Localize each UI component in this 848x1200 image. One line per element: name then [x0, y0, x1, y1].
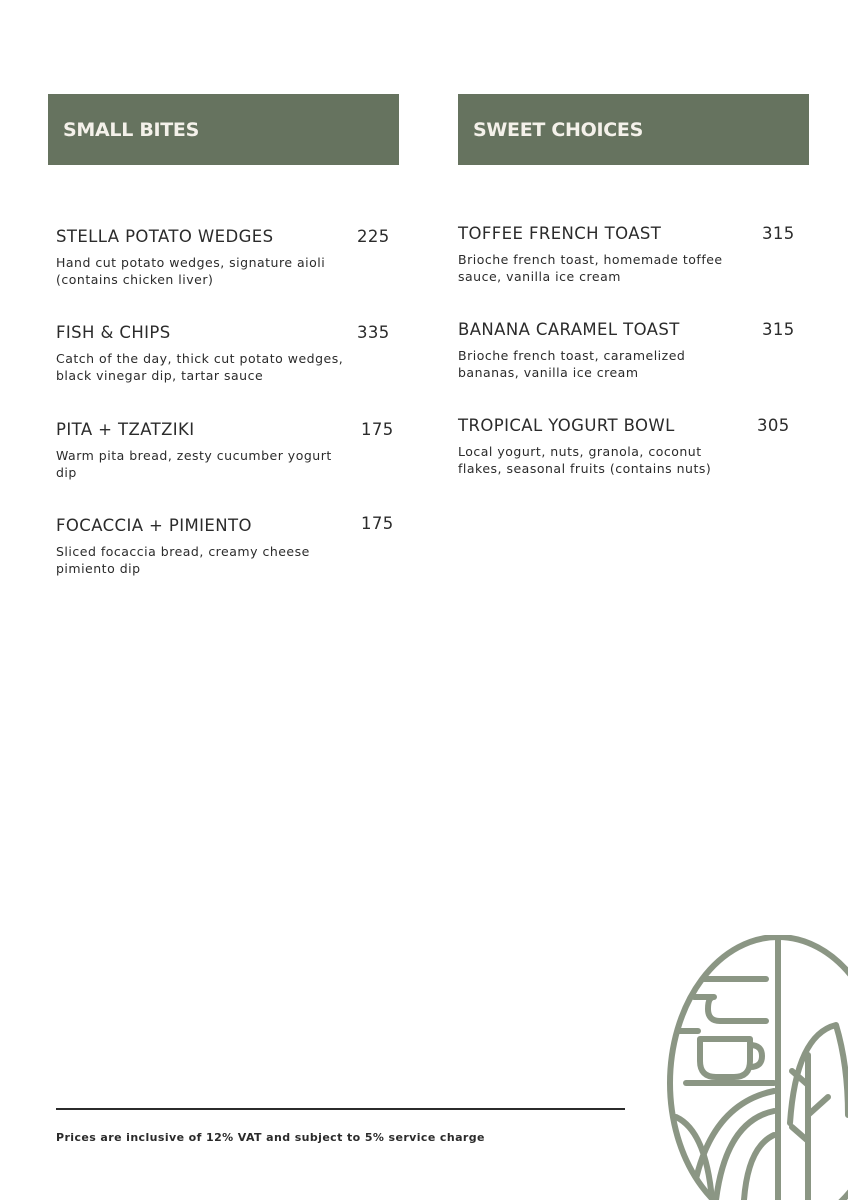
item-description: Hand cut potato wedges, signature aioli (contains chicken liver)	[56, 255, 326, 288]
cafe-leaf-coffee-logo-icon	[666, 935, 848, 1200]
item-price: 175	[361, 514, 394, 533]
item-name: TOFFEE FRENCH TOAST	[458, 224, 662, 243]
item-description: Sliced focaccia bread, creamy cheese pimiento dip	[56, 544, 310, 577]
section-header-sweet-choices	[458, 94, 809, 165]
item-price: 335	[357, 323, 390, 342]
item-price: 315	[762, 224, 795, 243]
item-name: BANANA CARAMEL TOAST	[458, 320, 680, 339]
section-header-small-bites	[48, 94, 399, 165]
item-price: 175	[361, 420, 394, 439]
section-title: SWEET CHOICES	[473, 118, 643, 141]
item-description: Brioche french toast, homemade toffee sauce, vanilla ice cream	[458, 252, 723, 285]
item-description: Warm pita bread, zesty cucumber yogurt dip	[56, 448, 332, 481]
item-price: 225	[357, 227, 390, 246]
item-name: TROPICAL YOGURT BOWL	[458, 416, 675, 435]
item-name: PITA + TZATZIKI	[56, 420, 195, 439]
item-description: Local yogurt, nuts, granola, coconut flakes, seasonal fruits (contains nuts)	[458, 444, 712, 477]
item-description: Brioche french toast, caramelized bananas, vanilla ice cream	[458, 348, 686, 381]
section-title: SMALL BITES	[63, 118, 199, 141]
item-price: 315	[762, 320, 795, 339]
item-name: FOCACCIA + PIMIENTO	[56, 516, 252, 535]
footer-note: Prices are inclusive of 12% VAT and subject to 5% service charge	[56, 1131, 485, 1144]
item-name: FISH & CHIPS	[56, 323, 171, 342]
item-price: 305	[757, 416, 790, 435]
item-name: STELLA POTATO WEDGES	[56, 227, 274, 246]
footer-divider	[56, 1108, 625, 1110]
item-description: Catch of the day, thick cut potato wedges, black vinegar dip, tartar sauce	[56, 351, 344, 384]
